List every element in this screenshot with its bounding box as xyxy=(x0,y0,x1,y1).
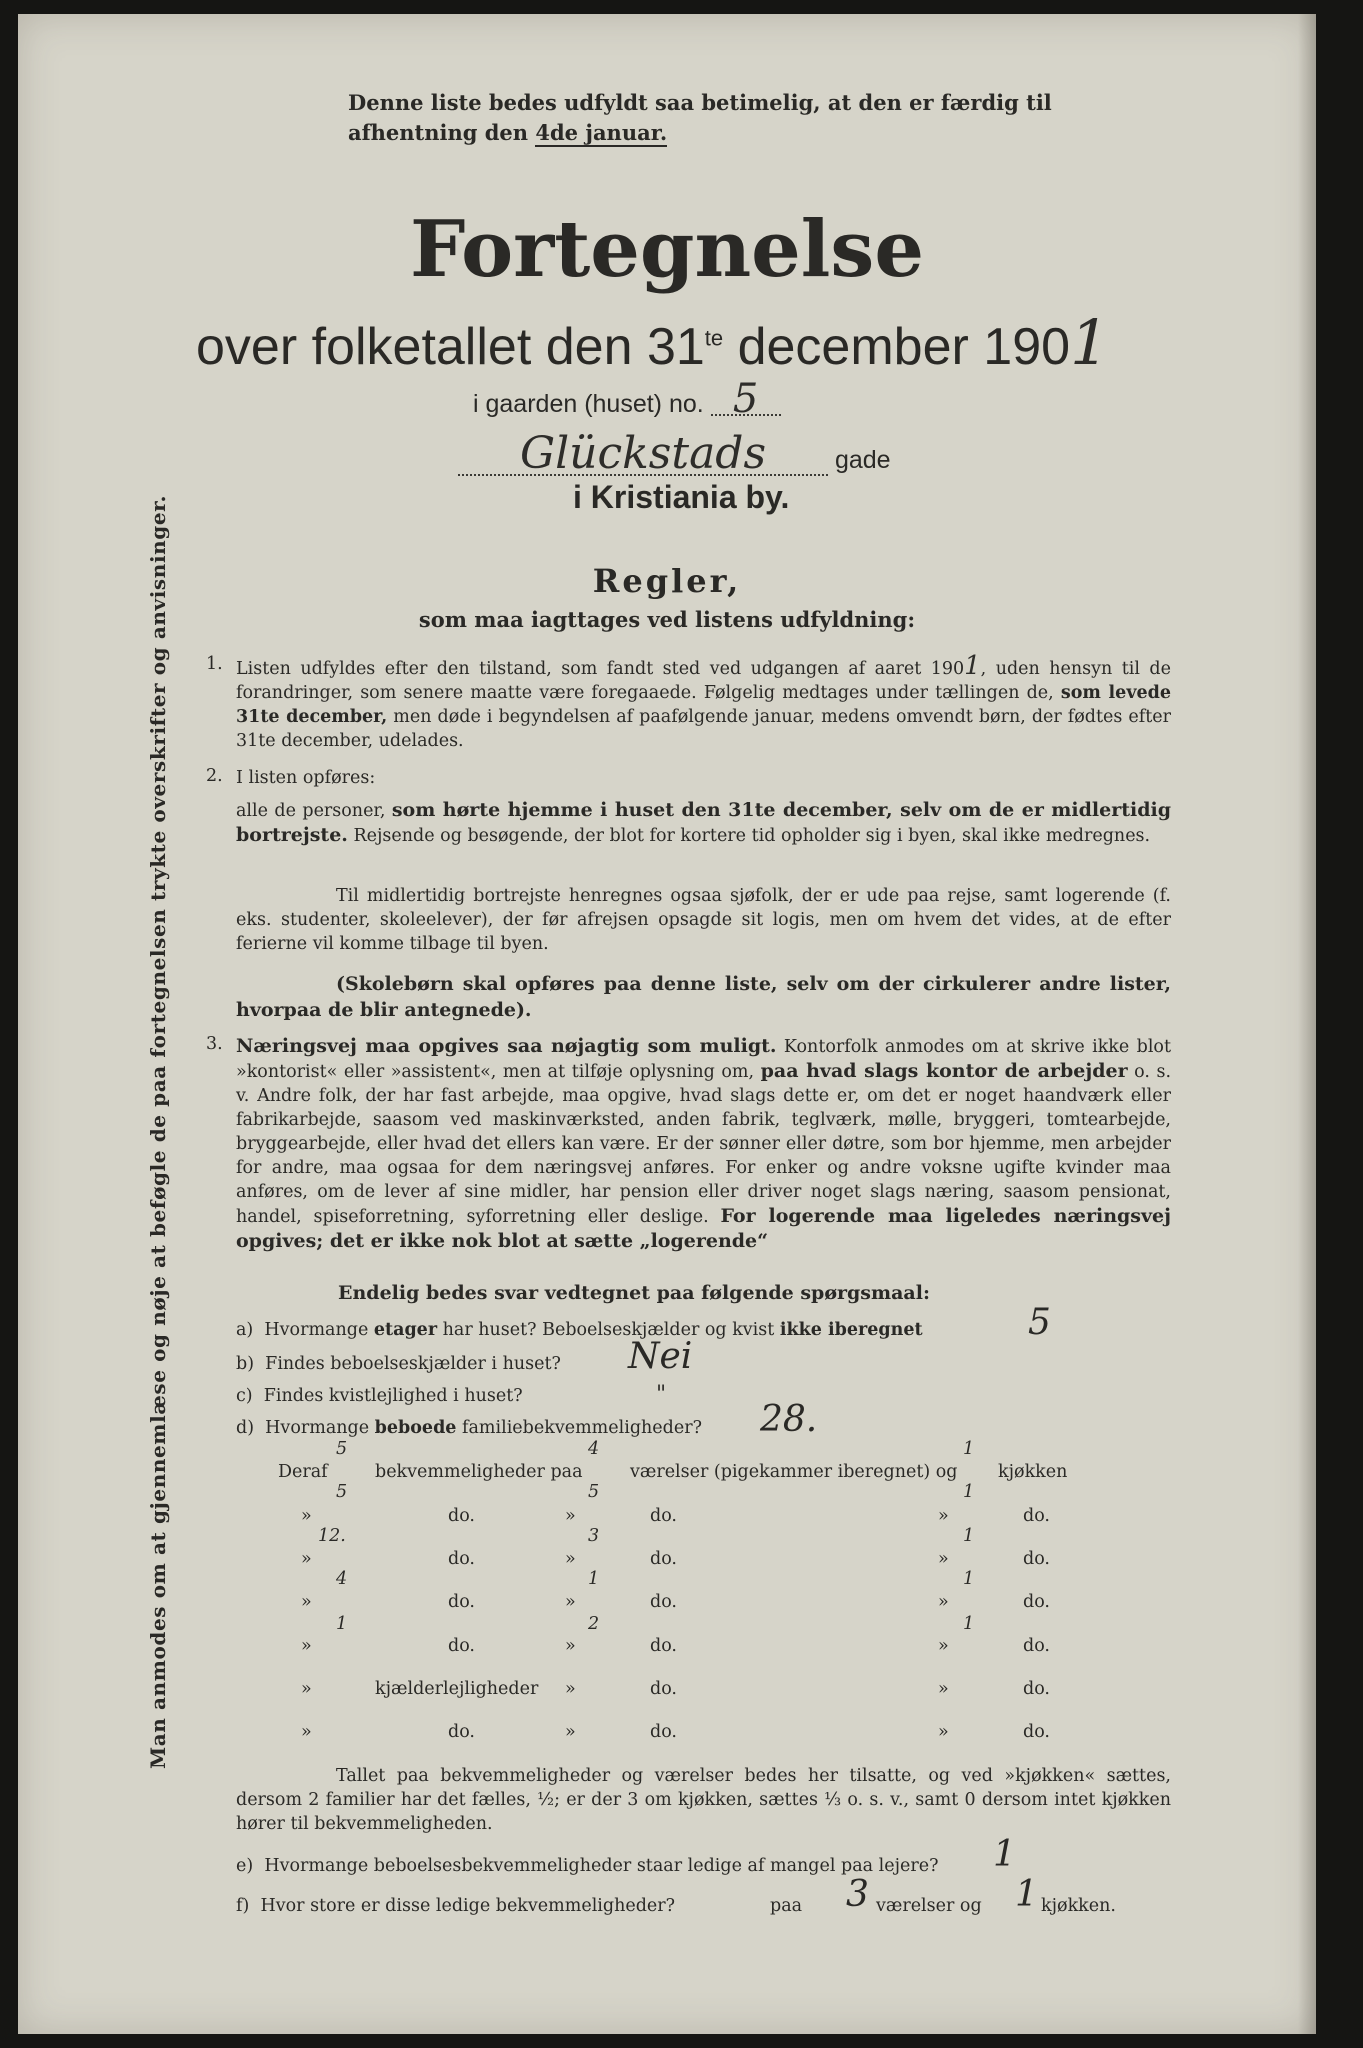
row-3-mark-2: » xyxy=(565,1549,576,1569)
pickup-date: 4de januar. xyxy=(535,120,668,145)
question-f-text: Hvor store er disse ledige bekvemmeligheder? xyxy=(260,1896,676,1916)
rule-1-year-handwritten: 1 xyxy=(964,651,981,681)
questions-heading: Endelig bedes svar vedtegnet paa følgende spørgsmaal: xyxy=(338,1282,930,1304)
row-1-kjok: 1 xyxy=(963,1439,975,1459)
question-f-paa: paa xyxy=(770,1896,803,1916)
rules-heading: Regler, xyxy=(592,562,742,600)
row-5-mark-2: » xyxy=(565,1636,576,1656)
answer-a-handwritten: 5 xyxy=(1028,1302,1051,1343)
question-f-label: f) xyxy=(236,1896,250,1916)
house-number-handwritten: 5 xyxy=(711,384,781,416)
rule-2-number: 2. xyxy=(206,766,223,786)
row-4-vaer: 1 xyxy=(588,1569,600,1589)
row-4-do-2: do. xyxy=(650,1592,677,1612)
row-5-kjok: 1 xyxy=(963,1614,975,1634)
question-c-text: Findes kvistlejlighed i huset? xyxy=(263,1386,523,1406)
question-f-kjok: kjøkken. xyxy=(1041,1896,1116,1916)
row-4-kjok: 1 xyxy=(963,1569,975,1589)
row-5-do-3: do. xyxy=(1023,1636,1050,1656)
question-b-text: Findes beboelseskjælder i huset? xyxy=(265,1354,561,1374)
rule-3-b: o. s. v. Andre folk, der har fast arbejde, maa opgive, hvad slags dette er, om det er noget haandværk eller fabrikarbejde, saasom ved maskinværksted, anden fabrik, teglværk, mølle, bryggeri, tomtearbejde, bryggearbejde, eller hvad det ellers kan være. Er der sønner eller døtre, som bor hjemme, men arbejder for andre, maa ogsaa for dem næringsvej anføres. For enker og andre voksne ugifte kvinder maa anføres, om de lever af sine midler, har pension eller driver noget slags næring, saasom pensionat, handel, spiseforretning, syforretning eller deslige. xyxy=(236,1062,1172,1227)
row-3-vaer: 3 xyxy=(588,1526,600,1546)
rule-3-bold-3: For logerende maa ligeledes næringsvej opgives; det er ikke nok blot at sætte „logerende“ xyxy=(236,1205,1171,1252)
row-5-mark: » xyxy=(301,1636,312,1656)
answer-d-handwritten: 28. xyxy=(760,1399,818,1440)
row-1-vaer: 4 xyxy=(588,1439,600,1459)
census-form-page xyxy=(18,14,1316,2034)
row-7-mark: » xyxy=(301,1722,312,1742)
city-line: i Kristiania by. xyxy=(573,479,790,515)
row-4-mark: » xyxy=(301,1592,312,1612)
row-6-mark: » xyxy=(301,1679,312,1699)
answer-f-rooms-handwritten: 3 xyxy=(846,1874,869,1915)
row-5-do-2: do. xyxy=(650,1636,677,1656)
rule-3-number: 3. xyxy=(206,1034,223,1054)
row-6-mark-2: » xyxy=(565,1679,576,1699)
row-7-do-1: do. xyxy=(448,1722,475,1742)
question-b-label: b) xyxy=(236,1354,255,1374)
row-6-do-2: do. xyxy=(650,1679,677,1699)
intro-line-2a: afhentning den xyxy=(348,120,529,145)
question-c-label: c) xyxy=(236,1386,253,1406)
answer-e-handwritten: 1 xyxy=(993,1834,1016,1875)
note-paragraph: Tallet paa bekvemmeligheder og værelser bedes her tilsatte, og ved »kjøkken« sættes, dersom 2 familier har det fælles, ½; er der 3 om kjøkken, sættes ⅓ o. s. v., samt 0 dersom intet kjøkken hører til bekvemmeligheden. xyxy=(236,1766,1171,1834)
row-2-mark: » xyxy=(301,1506,312,1526)
row-2-do-3: do. xyxy=(1023,1506,1050,1526)
row-2-do-1: do. xyxy=(448,1506,475,1526)
row-2-kjok: 1 xyxy=(963,1482,975,1502)
rule-2-b: Rejsende og besøgende, der blot for kortere tid opholder sig i byen, skal ikke medregnes. xyxy=(347,826,1151,846)
row-4-mark-3: » xyxy=(938,1592,949,1612)
row-7-mark-2: » xyxy=(565,1722,576,1742)
rule-2-paragraph-3: (Skolebørn skal opføres paa denne liste, selv om der cirkulerer andre lister, hvorpaa de blir antegnede). xyxy=(236,973,1171,1021)
question-d-bold: beboede xyxy=(374,1418,457,1438)
intro-line-1: Denne liste bedes udfyldt saa betimelig, at den er færdig til xyxy=(348,90,1052,115)
question-e-label: e) xyxy=(236,1856,254,1876)
question-d-label: d) xyxy=(236,1418,255,1438)
row-7-mark-3: » xyxy=(938,1722,949,1742)
bekv-paa-label: bekvemmeligheder paa xyxy=(375,1462,583,1482)
side-instruction-vertical: Man anmodes om at gjennemlæse og nøje at beføgle de paa fortegnelsen trykte overskrifter og anvisninger. xyxy=(146,494,170,1769)
question-d-text2: familiebekvemmeligheder? xyxy=(456,1418,702,1438)
rule-2-bold: som hørte hjemme i huset den 31te december, selv om de er midlertidig bortrejste. xyxy=(236,799,1171,846)
row-2-vaer: 5 xyxy=(588,1482,600,1502)
row-2-do-2: do. xyxy=(650,1506,677,1526)
question-f-vaer: værelser og xyxy=(876,1896,982,1916)
row-3-bekv: 12. xyxy=(318,1526,346,1546)
question-a-label: a) xyxy=(236,1320,254,1340)
row-5-vaer: 2 xyxy=(588,1614,600,1634)
rule-2-intro: I listen opføres: xyxy=(236,768,376,788)
rule-3-bold-1: Næringsvej maa opgives saa nøjagtig som muligt. xyxy=(236,1035,777,1057)
rule-1-c: men døde i begyndelsen af paafølgende januar, medens omvendt børn, der fødtes efter 31te december, udelades. xyxy=(236,707,1172,751)
row-1-bekv: 5 xyxy=(336,1439,348,1459)
row-2-mark-3: » xyxy=(938,1506,949,1526)
subtitle-text2: december 190 xyxy=(723,318,1071,376)
row-5-mark-3: » xyxy=(938,1636,949,1656)
row-3-mark: » xyxy=(301,1549,312,1569)
question-f xyxy=(236,1896,675,1916)
row-6-mark-3: » xyxy=(938,1679,949,1699)
row-4-bekv: 4 xyxy=(336,1569,348,1589)
row-7-do-3: do. xyxy=(1023,1722,1050,1742)
year-handwritten: 1 xyxy=(1070,306,1110,379)
kjaelder-label: kjælderlejligheder xyxy=(375,1679,539,1699)
row-5-bekv: 1 xyxy=(336,1614,348,1634)
subtitle-text: over folketallet den 31 xyxy=(196,318,705,376)
answer-c-handwritten: " xyxy=(656,1382,667,1407)
question-d-text1: Hvormange xyxy=(265,1418,375,1438)
row-3-do-3: do. xyxy=(1023,1549,1050,1569)
question-e-text: Hvormange beboelsesbekvemmeligheder staar ledige af mangel paa lejere? xyxy=(264,1856,939,1876)
rule-1-number: 1. xyxy=(206,654,223,674)
row-2-bekv: 5 xyxy=(336,1482,348,1502)
row-3-kjok: 1 xyxy=(963,1526,975,1546)
street-suffix: gade xyxy=(834,446,891,474)
rule-2-a: alle de personer, xyxy=(236,801,392,821)
deraf-label: Deraf xyxy=(278,1462,328,1482)
row-4-do-1: do. xyxy=(448,1592,475,1612)
rule-1-a: Listen udfyldes efter den tilstand, som fandt sted ved udgangen af aaret 190 xyxy=(236,659,965,679)
dwellings-table xyxy=(18,14,1316,2034)
question-e xyxy=(236,1856,938,1876)
form-title: Fortegnelse xyxy=(410,204,924,295)
rules-subheading: som maa iagttages ved listens udfyldning: xyxy=(418,607,916,632)
answer-f-kitchen-handwritten: 1 xyxy=(1015,1874,1038,1915)
street-name-handwritten: Glückstads xyxy=(458,434,828,476)
row-3-do-1: do. xyxy=(448,1549,475,1569)
answer-b-handwritten: Nei xyxy=(628,1336,693,1377)
row-2-mark-2: » xyxy=(565,1506,576,1526)
house-label: i gaarden (huset) no. xyxy=(473,390,704,418)
row-5-do-1: do. xyxy=(448,1636,475,1656)
rule-2-paragraph-2: Til midlertidig bortrejste henregnes ogsaa sjøfolk, der er ude paa rejse, samt logerende (f. eks. studenter, skoleelever), der før afrejsen opsagde sit logis, men om hvem det vides, at de efter ferierne vil komme tilbage til byen. xyxy=(236,886,1171,954)
row-3-do-2: do. xyxy=(650,1549,677,1569)
question-a-bold2: ikke iberegnet xyxy=(779,1320,923,1340)
rule-3-a: Kontorfolk anmodes om at skrive ikke blot »kontorist« eller »assistent«, men at tilføje oplysning om, xyxy=(236,1037,1171,1082)
rule-1-b: , uden hensyn til de forandringer, som senere maatte være foregaaede. Følgelig medtages under tællingen de, xyxy=(236,659,1171,703)
vaerelser-label: værelser (pigekammer iberegnet) og xyxy=(630,1462,958,1482)
row-4-mark-2: » xyxy=(565,1592,576,1612)
rule-3-bold-2: paa hvad slags kontor de arbejder xyxy=(760,1060,1128,1082)
subtitle-sup: te xyxy=(704,325,724,351)
question-a-text2: har huset? Beboelseskjælder og kvist xyxy=(437,1320,780,1340)
kjokken-label: kjøkken xyxy=(998,1462,1068,1482)
row-7-do-2: do. xyxy=(650,1722,677,1742)
row-6-do-3: do. xyxy=(1023,1679,1050,1699)
row-3-mark-3: » xyxy=(938,1549,949,1569)
row-4-do-3: do. xyxy=(1023,1592,1050,1612)
question-a-bold1: etager xyxy=(373,1320,438,1340)
question-a-text1: Hvormange xyxy=(264,1320,374,1340)
rule-1-bold: som levede 31te december, xyxy=(236,683,1171,727)
